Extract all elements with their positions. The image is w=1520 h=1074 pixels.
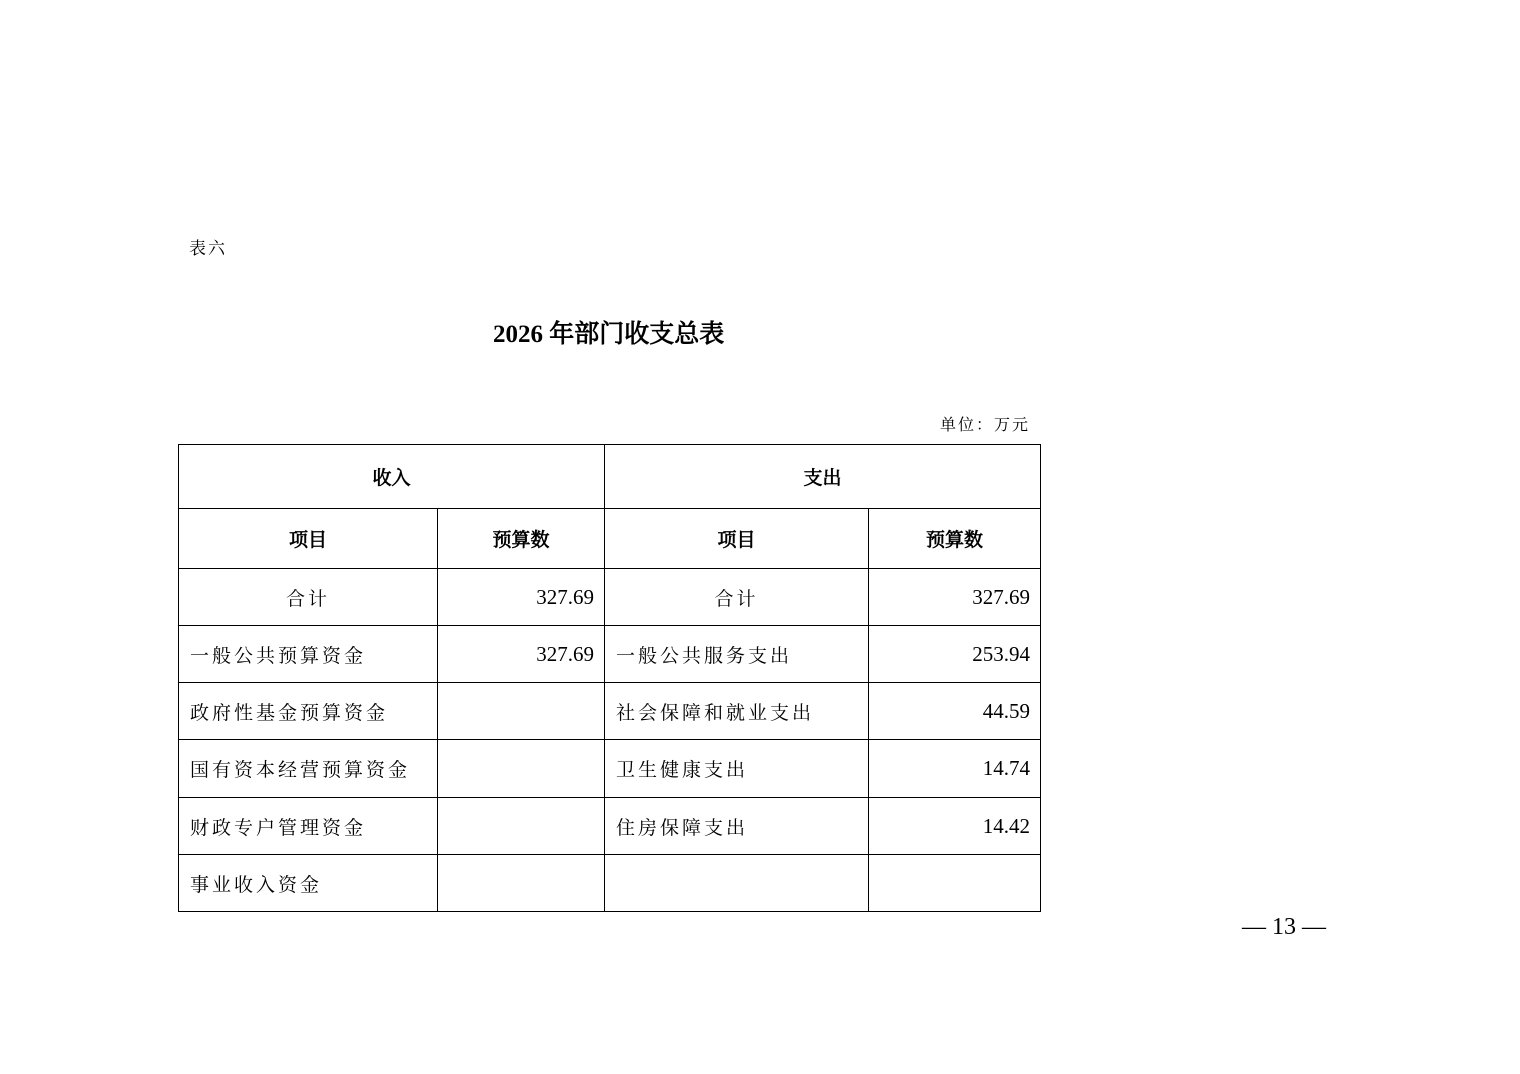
expense-item <box>605 855 869 912</box>
page-title: 2026 年部门收支总表 <box>493 321 725 348</box>
income-item-column-header: 项目 <box>179 509 438 569</box>
expense-item: 一般公共服务支出 <box>605 626 869 683</box>
table-row <box>179 798 1041 855</box>
budget-table <box>178 444 1041 912</box>
income-total-value: 327.69 <box>438 569 605 626</box>
expense-budget-column-header: 预算数 <box>869 509 1041 569</box>
income-item: 财政专户管理资金 <box>179 798 438 855</box>
expense-value: 14.74 <box>869 740 1041 798</box>
expense-header: 支出 <box>605 445 1041 509</box>
table-row <box>179 683 1041 740</box>
table-column-header-row <box>179 509 1041 569</box>
income-item: 事业收入资金 <box>179 855 438 912</box>
expense-item: 社会保障和就业支出 <box>605 683 869 740</box>
income-value <box>438 855 605 912</box>
income-value <box>438 683 605 740</box>
expense-item: 住房保障支出 <box>605 798 869 855</box>
unit-label: 单位：万元 <box>940 415 1031 434</box>
expense-item: 卫生健康支出 <box>605 740 869 798</box>
table-section-header-row <box>179 445 1041 509</box>
income-value <box>438 798 605 855</box>
income-item: 政府性基金预算资金 <box>179 683 438 740</box>
income-item: 国有资本经营预算资金 <box>179 740 438 798</box>
table-row <box>179 740 1041 798</box>
table-total-row <box>179 569 1041 626</box>
income-budget-column-header: 预算数 <box>438 509 605 569</box>
income-value: 327.69 <box>438 626 605 683</box>
expense-value: 253.94 <box>869 626 1041 683</box>
expense-total-label: 合计 <box>605 569 869 626</box>
table-row <box>179 626 1041 683</box>
expense-total-value: 327.69 <box>869 569 1041 626</box>
income-value <box>438 740 605 798</box>
income-header: 收入 <box>179 445 605 509</box>
table-row <box>179 855 1041 912</box>
income-item: 一般公共预算资金 <box>179 626 438 683</box>
table-label: 表六 <box>189 239 227 259</box>
expense-value: 44.59 <box>869 683 1041 740</box>
expense-value: 14.42 <box>869 798 1041 855</box>
expense-item-column-header: 项目 <box>605 509 869 569</box>
income-total-label: 合计 <box>179 569 438 626</box>
expense-value <box>869 855 1041 912</box>
page-number: — 13 — <box>1242 914 1326 940</box>
